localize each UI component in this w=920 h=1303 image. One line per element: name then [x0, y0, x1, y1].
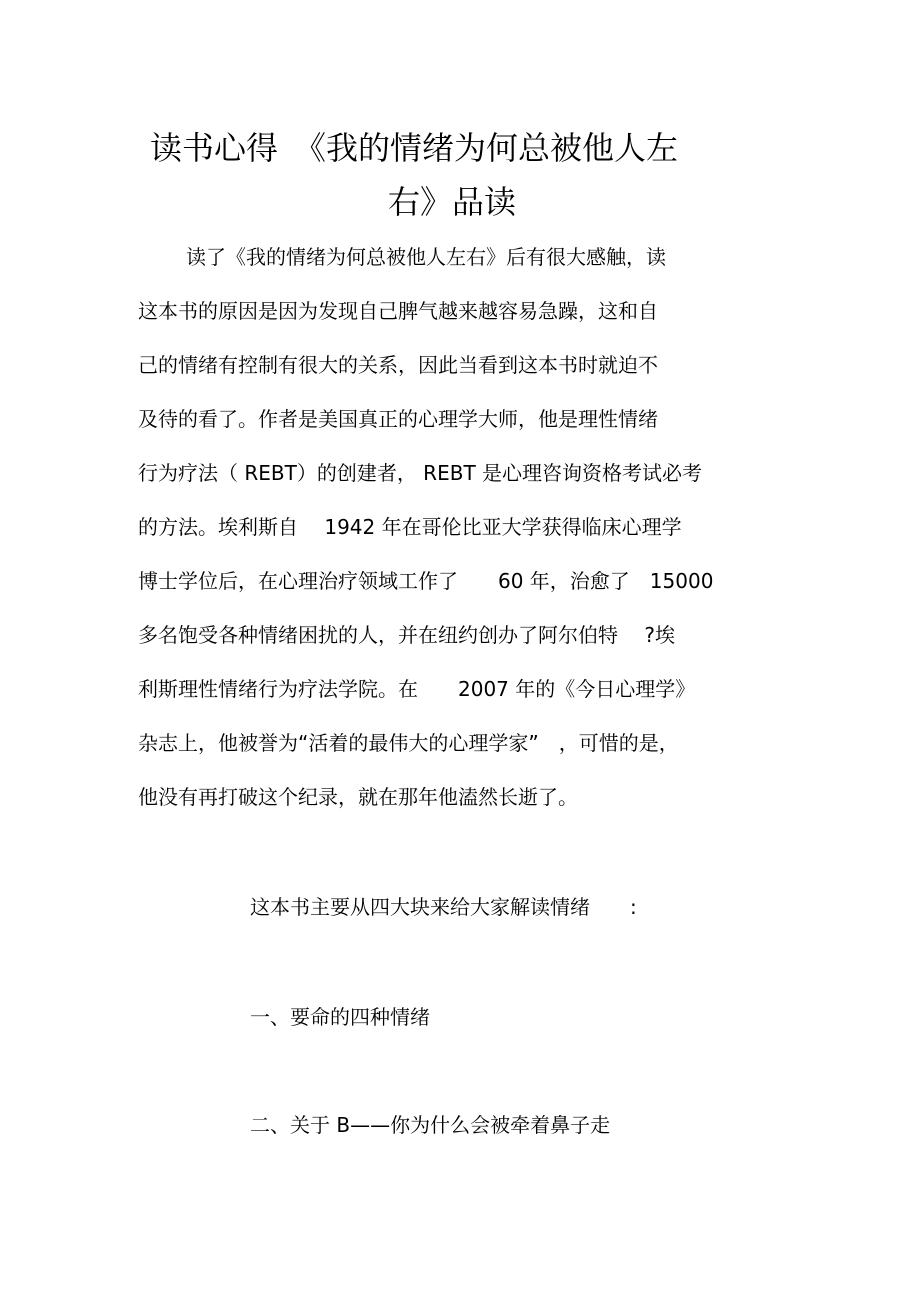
paragraph-line: 己的情绪有控制有很大的关系，因此当看到这本书时就迫不 — [138, 353, 658, 377]
document-title-line-2: 右》品读 — [388, 183, 517, 221]
document-title-line-1: 读书心得 《我的情绪为何总被他人左 — [150, 129, 679, 167]
section-heading-2: 二、关于 B——你为什么会被牵着鼻子走 — [250, 1113, 611, 1137]
paragraph-line: 读了《我的情绪为何总被他人左右》后有很大感触，读 — [186, 245, 666, 269]
paragraph-line: 博士学位后，在心理治疗领域工作了 60 年，治愈了 15000 — [138, 569, 714, 593]
section-heading-1: 一、要命的四种情绪 — [250, 1005, 430, 1029]
intro-line: 这本书主要从四大块来给大家解读情绪 : — [250, 895, 637, 919]
paragraph-line: 的方法。埃利斯自 1942 年在哥伦比亚大学获得临床心理学 — [138, 515, 682, 539]
paragraph-line: 行为疗法（ REBT）的创建者， REBT 是心理咨询资格考试必考 — [138, 461, 703, 485]
paragraph-line: 及待的看了。作者是美国真正的心理学大师，他是理性情绪 — [138, 407, 658, 431]
paragraph-line: 杂志上，他被誉为“活着的最伟大的心理学家” ，可惜的是， — [138, 731, 679, 755]
paragraph-line: 多名饱受各种情绪困扰的人，并在纽约创办了阿尔伯特 ?埃 — [138, 623, 675, 647]
paragraph-line: 这本书的原因是因为发现自己脾气越来越容易急躁，这和自 — [138, 299, 658, 323]
paragraph-line: 他没有再打破这个纪录，就在那年他溘然长逝了。 — [138, 785, 578, 809]
paragraph-line: 利斯理性情绪行为疗法学院。在 2007 年的《今日心理学》 — [138, 677, 696, 701]
